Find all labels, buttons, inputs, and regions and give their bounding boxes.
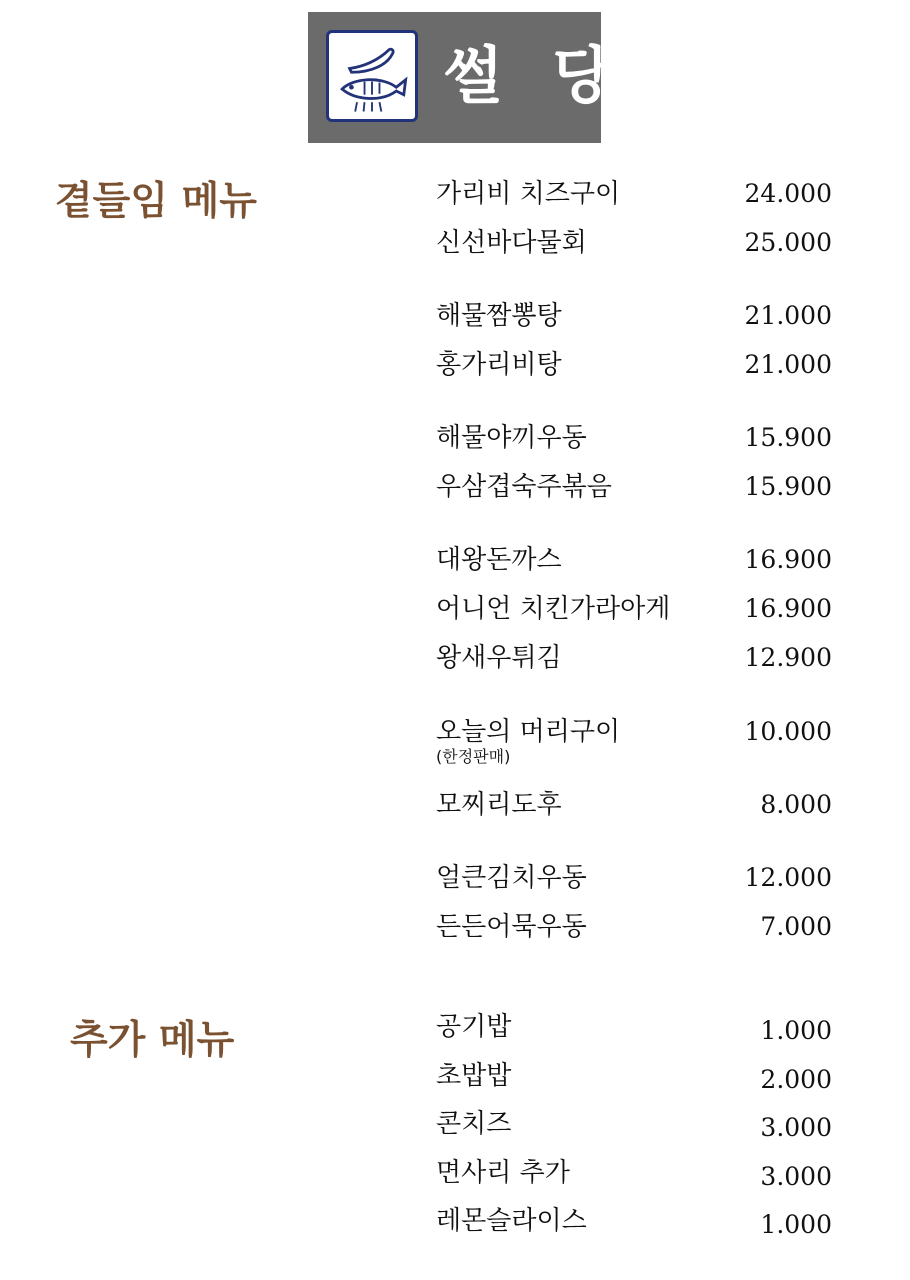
menu-item (436, 1205, 832, 1245)
menu-item (436, 862, 832, 902)
menu-item (436, 911, 832, 951)
item-name: 레몬슬라이스 (436, 1206, 587, 1236)
item-price: 8.000 (760, 790, 832, 819)
item-price: 3.000 (760, 1113, 832, 1142)
section-title-extras: 추가 메뉴 (70, 1018, 235, 1063)
menu-item (436, 349, 832, 389)
item-name: 초밥밥 (436, 1061, 512, 1091)
menu-item (436, 593, 832, 633)
item-price: 10.000 (744, 717, 832, 746)
item-name: 홍가리비탕 (436, 350, 562, 380)
section-title-sides: 곁들임 메뉴 (55, 179, 257, 224)
menu-item (436, 1157, 832, 1197)
item-name: 해물야끼우동 (436, 423, 587, 453)
item-name: 얼큰김치우동 (436, 863, 587, 893)
item-price: 1.000 (760, 1016, 832, 1045)
brand-name: 썰 당 (443, 39, 627, 112)
item-name: 어니언 치킨가라아게 (436, 594, 671, 624)
item-name: 든든어묵우동 (436, 912, 587, 942)
item-name: 콘치즈 (436, 1109, 512, 1139)
item-price: 21.000 (744, 350, 832, 379)
item-note: (한정판매) (436, 747, 511, 766)
item-price: 25.000 (744, 228, 832, 257)
item-name: 대왕돈까스 (436, 545, 562, 575)
item-price: 15.900 (744, 423, 832, 452)
menu-item (436, 1060, 832, 1100)
item-price: 2.000 (760, 1065, 832, 1094)
item-price: 21.000 (744, 301, 832, 330)
menu-item (436, 642, 832, 682)
item-name: 모찌리도후 (436, 790, 562, 820)
logo (308, 12, 627, 143)
item-price: 16.900 (744, 594, 832, 623)
menu-item (436, 178, 832, 218)
item-price: 12.000 (744, 863, 832, 892)
item-name: 공기밥 (436, 1012, 512, 1042)
item-name: 면사리 추가 (436, 1158, 570, 1188)
menu-item (436, 789, 832, 829)
menu-item (436, 1011, 832, 1051)
menu-item (436, 716, 832, 772)
item-price: 3.000 (760, 1162, 832, 1191)
item-price: 24.000 (744, 179, 832, 208)
item-price: 16.900 (744, 545, 832, 574)
menu-item (436, 544, 832, 584)
item-price: 7.000 (760, 912, 832, 941)
menu-item (436, 422, 832, 462)
menu-item (436, 1108, 832, 1148)
fish-knife-icon (326, 30, 418, 122)
menu-item (436, 227, 832, 267)
item-name: 왕새우튀김 (436, 643, 562, 673)
item-name: 가리비 치즈구이 (436, 179, 621, 209)
item-price: 15.900 (744, 472, 832, 501)
item-name: 우삼겹숙주볶음 (436, 472, 612, 502)
item-price: 1.000 (760, 1210, 832, 1239)
item-price: 12.900 (744, 643, 832, 672)
item-name: 신선바다물회 (436, 228, 587, 258)
item-name: 해물짬뽕탕 (436, 301, 562, 331)
menu-item (436, 471, 832, 511)
menu-item (436, 300, 832, 340)
item-name: 오늘의 머리구이 (436, 717, 621, 747)
